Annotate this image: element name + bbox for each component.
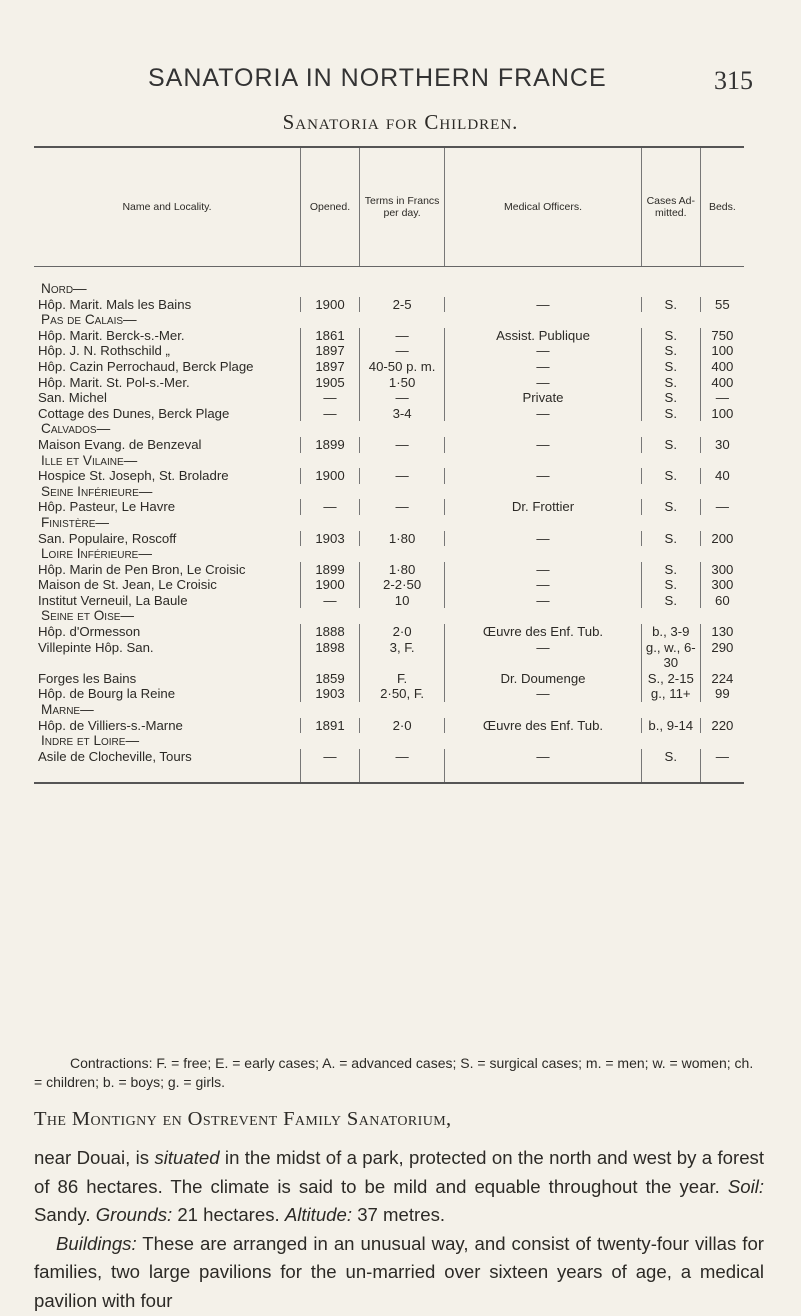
cell-terms: — (360, 468, 445, 484)
cell-beds: 750 (700, 328, 744, 344)
cell-name: Hôp. d'Ormesson (38, 624, 141, 640)
table-row (34, 640, 744, 671)
cell-opened: 1905 (301, 375, 360, 391)
cell-terms: — (360, 749, 445, 784)
cell-name: Hôp. Marit. Berck-s.-Mer. (38, 327, 185, 343)
cell-name: Hôp. Marin de Pen Bron, Le Croisic (38, 561, 246, 577)
cell-cases: S. (641, 359, 700, 375)
cell-medical: — (445, 531, 642, 547)
cell-medical: — (445, 593, 642, 609)
cell-beds: — (700, 499, 744, 515)
cell-cases: g., 11+ (641, 686, 700, 702)
cell-name: San. Michel (38, 390, 107, 406)
cell-cases: S. (641, 749, 700, 784)
cell-cases: g., w., 6-30 (641, 640, 700, 671)
cell-cases: S. (641, 562, 700, 578)
cell-terms: 2·0 (360, 624, 445, 640)
cell-terms: 1·80 (360, 531, 445, 547)
cell-name: Maison Evang. de Benzeval (38, 436, 202, 452)
table-row (34, 593, 744, 609)
region-row (34, 421, 744, 437)
cell-cases: S. (641, 593, 700, 609)
p2-buildings-label: Buildings: (56, 1232, 137, 1254)
cell-terms: 1·50 (360, 375, 445, 391)
cell-cases: S. (641, 343, 700, 359)
region-row (34, 484, 744, 500)
table-header-row (34, 147, 744, 267)
region-label: Pas de Calais— (41, 312, 137, 328)
cell-beds: 100 (700, 406, 744, 422)
cell-terms: — (360, 437, 445, 453)
cell-name: Hôp. de Bourg la Reine (38, 686, 176, 702)
header-cases: Cases Ad-mitted. (641, 147, 700, 267)
cell-cases: S. (641, 499, 700, 515)
cell-medical: — (445, 375, 642, 391)
region-label: Indre et Loire— (41, 733, 140, 749)
table-row (34, 390, 744, 406)
cell-medical: — (445, 343, 642, 359)
cell-name: Hôp. Marit. Mals les Bains (38, 296, 192, 312)
cell-medical: Assist. Publique (445, 328, 642, 344)
cell-name: Maison de St. Jean, Le Croisic (38, 577, 217, 593)
p1-text-a: near Douai, is (34, 1147, 155, 1168)
cell-opened: 1900 (301, 468, 360, 484)
montigny-paragraph-2 (34, 1230, 764, 1316)
cell-terms: — (360, 328, 445, 344)
cell-terms: F. (360, 671, 445, 687)
cell-opened: — (301, 749, 360, 784)
cell-cases: S. (641, 297, 700, 313)
cell-cases: S. (641, 390, 700, 406)
table-row (34, 531, 744, 547)
cell-medical: — (445, 359, 642, 375)
table-row (34, 468, 744, 484)
table-row (34, 343, 744, 359)
cell-terms: — (360, 343, 445, 359)
cell-opened: 1898 (301, 640, 360, 671)
region-row (34, 515, 744, 531)
table-row (34, 437, 744, 453)
cell-beds: 55 (700, 297, 744, 313)
cell-beds: 60 (700, 593, 744, 609)
cell-medical: — (445, 749, 642, 784)
cell-opened: — (301, 406, 360, 422)
p1-text-b: in the midst of a park, protected on the north and west by a forest of 86 hectares. The climate is said to be mild and equable throughout the year. (34, 1147, 764, 1197)
cell-opened: — (301, 593, 360, 609)
region-label: Finistère— (41, 514, 110, 530)
cell-opened: 1891 (301, 718, 360, 734)
table-row (34, 718, 744, 734)
region-label: Seine et Oise— (41, 608, 135, 624)
cell-medical: — (445, 297, 642, 313)
header-terms: Terms in Francs per day. (360, 147, 445, 267)
cell-name: Cottage des Dunes, Berck Plage (38, 405, 230, 421)
region-row (34, 453, 744, 469)
cell-opened: 1888 (301, 624, 360, 640)
table-body (34, 267, 744, 784)
table-row (34, 749, 744, 784)
cell-name: Villepinte Hôp. San. (38, 639, 154, 655)
cell-opened: 1900 (301, 577, 360, 593)
sanatoria-table (34, 146, 744, 784)
cell-cases: S. (641, 406, 700, 422)
cell-terms: — (360, 499, 445, 515)
montigny-body (34, 1144, 764, 1316)
cell-name: Hôp. de Villiers-s.-Marne (38, 717, 183, 733)
cell-opened: 1897 (301, 343, 360, 359)
cell-cases: S. (641, 437, 700, 453)
montigny-paragraph-1 (34, 1144, 764, 1230)
cell-opened: 1903 (301, 686, 360, 702)
table-row (34, 624, 744, 640)
table-row (34, 499, 744, 515)
region-row (34, 702, 744, 718)
cell-name: Hôp. Pasteur, Le Havre (38, 499, 176, 515)
cell-cases: S. (641, 328, 700, 344)
table-row (34, 406, 744, 422)
cell-cases: S. (641, 468, 700, 484)
table-row (34, 671, 744, 687)
region-label: Nord— (41, 281, 87, 296)
cell-terms: 2-2·50 (360, 577, 445, 593)
cell-terms: — (360, 390, 445, 406)
cell-terms: 3, F. (360, 640, 445, 671)
cell-cases: S., 2-15 (641, 671, 700, 687)
cell-name: Hôp. Marit. St. Pol-s.-Mer. (38, 374, 190, 390)
cell-name: Forges les Bains (38, 670, 137, 686)
cell-medical: — (445, 562, 642, 578)
cell-beds: 224 (700, 671, 744, 687)
montigny-heading: The Montigny en Ostrevent Family Sanatorium, (34, 1108, 452, 1130)
p1-grounds-label: Grounds: (95, 1204, 173, 1226)
cell-opened: 1897 (301, 359, 360, 375)
cell-name: Asile de Clocheville, Tours (38, 748, 192, 764)
cell-beds: 300 (700, 577, 744, 593)
cell-beds: 400 (700, 375, 744, 391)
table-row (34, 359, 744, 375)
cell-beds: 220 (700, 718, 744, 734)
cell-medical: — (445, 406, 642, 422)
cell-beds: 400 (700, 359, 744, 375)
region-row (34, 733, 744, 749)
cell-cases: S. (641, 577, 700, 593)
cell-beds: 30 (700, 437, 744, 453)
p1-altitude-label: Altitude: (284, 1204, 353, 1226)
cell-medical: Dr. Frottier (445, 499, 642, 515)
cell-name: Hospice St. Joseph, St. Broladre (38, 468, 229, 484)
cell-beds: 200 (700, 531, 744, 547)
cell-cases: S. (641, 531, 700, 547)
cell-beds: 40 (700, 468, 744, 484)
cell-medical: — (445, 577, 642, 593)
cell-medical: Œuvre des Enf. Tub. (445, 718, 642, 734)
cell-terms: 40-50 p. m. (360, 359, 445, 375)
cell-medical: — (445, 686, 642, 702)
cell-opened: 1899 (301, 437, 360, 453)
table-row (34, 562, 744, 578)
region-label: Marne— (41, 702, 94, 718)
cell-name: Hôp. Cazin Perrochaud, Berck Plage (38, 358, 254, 374)
cell-terms: 1·80 (360, 562, 445, 578)
cell-beds: — (700, 390, 744, 406)
cell-terms: 3-4 (360, 406, 445, 422)
p1-soil-label: Soil: (727, 1175, 764, 1197)
region-label: Calvados— (41, 421, 111, 437)
region-row (34, 267, 744, 297)
table-footnote: Contractions: F. = free; E. = early cases; A. = advanced cases; S. = surgical cases; m. = men; w. = women; ch. = children; b. = boys; g. = girls. (34, 1055, 754, 1090)
cell-medical: Dr. Doumenge (445, 671, 642, 687)
cell-name: Institut Verneuil, La Baule (38, 592, 188, 608)
cell-opened: 1859 (301, 671, 360, 687)
table-row (34, 577, 744, 593)
table-row (34, 297, 744, 313)
cell-terms: 10 (360, 593, 445, 609)
cell-name: San. Populaire, Roscoff (38, 530, 177, 546)
cell-beds: 130 (700, 624, 744, 640)
table-row (34, 375, 744, 391)
section-title: Sanatoria for Children. (282, 110, 519, 134)
cell-medical: — (445, 640, 642, 671)
header-medical: Medical Officers. (445, 147, 642, 267)
p2-text: These are arranged in an unusual way, and consist of twenty-four villas for families, two large pavilions for the un-married over sixteen years of age, a medical pavilion with four (34, 1232, 764, 1311)
cell-cases: b., 9-14 (641, 718, 700, 734)
region-label: Loire Inférieure— (41, 546, 152, 562)
running-head: SANATORIA IN NORTHERN FRANCE (148, 64, 607, 92)
cell-opened: 1899 (301, 562, 360, 578)
p1-grounds: 21 hectares. (172, 1204, 285, 1226)
region-label: Seine Inférieure— (41, 483, 153, 499)
region-row (34, 312, 744, 328)
cell-beds: 99 (700, 686, 744, 702)
cell-medical: Private (445, 390, 642, 406)
cell-opened: 1903 (301, 531, 360, 547)
cell-medical: Œuvre des Enf. Tub. (445, 624, 642, 640)
cell-cases: S. (641, 375, 700, 391)
cell-beds: 100 (700, 343, 744, 359)
region-label: Ille et Vilaine— (41, 452, 138, 468)
region-row (34, 608, 744, 624)
cell-terms: 2-5 (360, 297, 445, 313)
cell-opened: — (301, 390, 360, 406)
table-row (34, 686, 744, 702)
p1-situated: situated (154, 1147, 220, 1168)
cell-name: Hôp. J. N. Rothschild „ (38, 343, 170, 359)
header-beds: Beds. (700, 147, 744, 267)
table-row (34, 328, 744, 344)
cell-medical: — (445, 468, 642, 484)
header-opened: Opened. (301, 147, 360, 267)
cell-opened: 1900 (301, 297, 360, 313)
p1-soil: Sandy. (34, 1204, 96, 1226)
cell-beds: — (700, 749, 744, 784)
cell-medical: — (445, 437, 642, 453)
cell-beds: 290 (700, 640, 744, 671)
cell-terms: 2·50, F. (360, 686, 445, 702)
p1-altitude: 37 metres. (352, 1204, 446, 1226)
cell-opened: — (301, 499, 360, 515)
cell-opened: 1861 (301, 328, 360, 344)
cell-cases: b., 3-9 (641, 624, 700, 640)
cell-beds: 300 (700, 562, 744, 578)
cell-terms: 2·0 (360, 718, 445, 734)
region-row (34, 546, 744, 562)
page-number: 315 (714, 66, 753, 95)
header-name: Name and Locality. (34, 147, 301, 267)
